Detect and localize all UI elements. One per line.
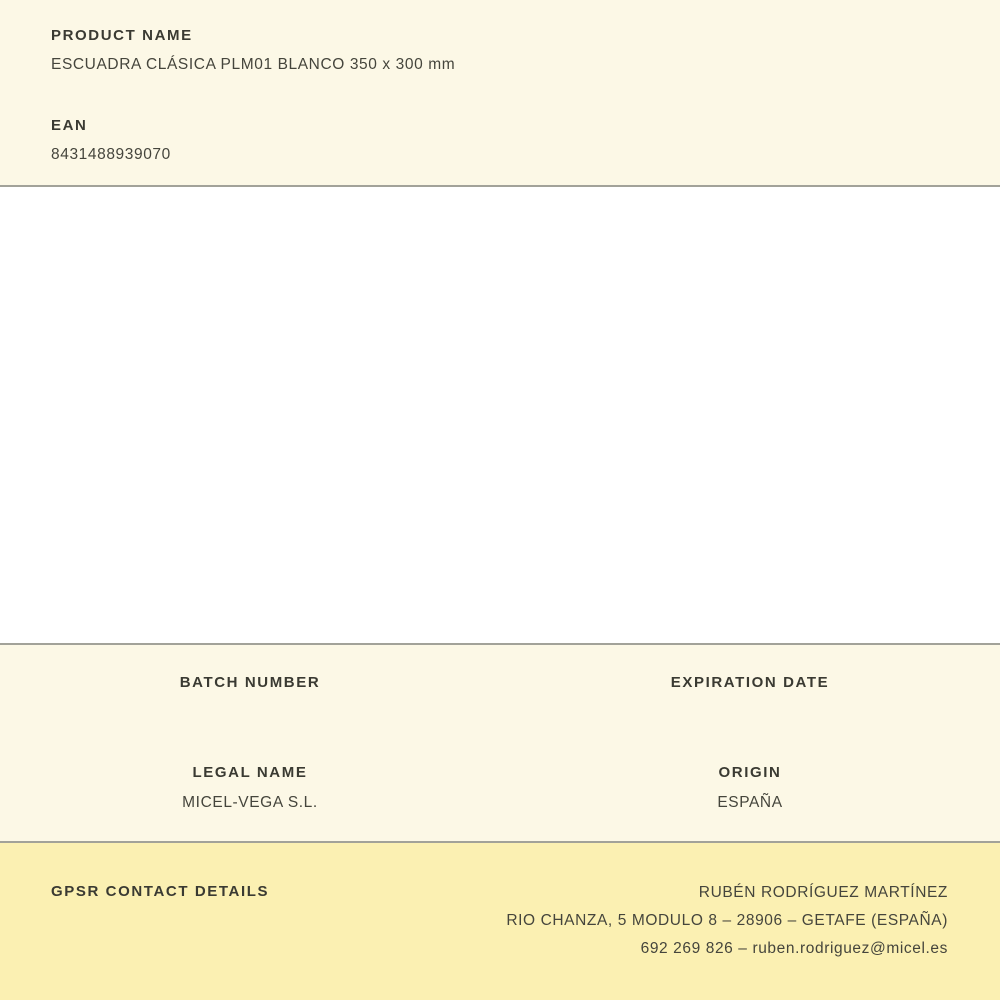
product-name-value: ESCUADRA CLÁSICA PLM01 BLANCO 350 x 300 mm [51, 56, 456, 73]
origin-cell [500, 761, 1000, 815]
gpsr-contact-lines [506, 879, 948, 963]
batch-number-value [0, 701, 500, 725]
origin-label: ORIGIN [718, 764, 782, 781]
expiration-date-cell [500, 671, 1000, 725]
batch-number-cell [0, 671, 500, 725]
ean-value: 8431488939070 [51, 146, 171, 163]
product-info-section [0, 0, 1000, 187]
batch-expiration-row [0, 671, 1000, 725]
batch-info-section [0, 643, 1000, 843]
product-name-field [51, 25, 949, 75]
gpsr-contact-title: GPSR CONTACT DETAILS [51, 883, 270, 900]
contact-phone-email: 692 269 826 – ruben.rodriguez@micel.es [640, 940, 948, 957]
legal-name-value: MICEL-VEGA S.L. [182, 794, 318, 811]
contact-address: RIO CHANZA, 5 MODULO 8 – 28906 – GETAFE (ESPAÑA) [506, 912, 948, 929]
expiration-date-label: EXPIRATION DATE [670, 674, 830, 691]
batch-number-label: BATCH NUMBER [179, 674, 321, 691]
blank-area [0, 187, 1000, 643]
legal-name-label: LEGAL NAME [192, 764, 308, 781]
gpsr-contact-section [0, 843, 1000, 1000]
expiration-date-value [500, 701, 1000, 725]
legal-name-cell [0, 761, 500, 815]
origin-value: ESPAÑA [717, 794, 783, 811]
ean-label: EAN [51, 117, 88, 134]
legal-origin-row [0, 761, 1000, 815]
contact-person-name: RUBÉN RODRÍGUEZ MARTÍNEZ [698, 884, 948, 901]
ean-field [51, 115, 949, 165]
product-name-label: PRODUCT NAME [51, 27, 193, 44]
